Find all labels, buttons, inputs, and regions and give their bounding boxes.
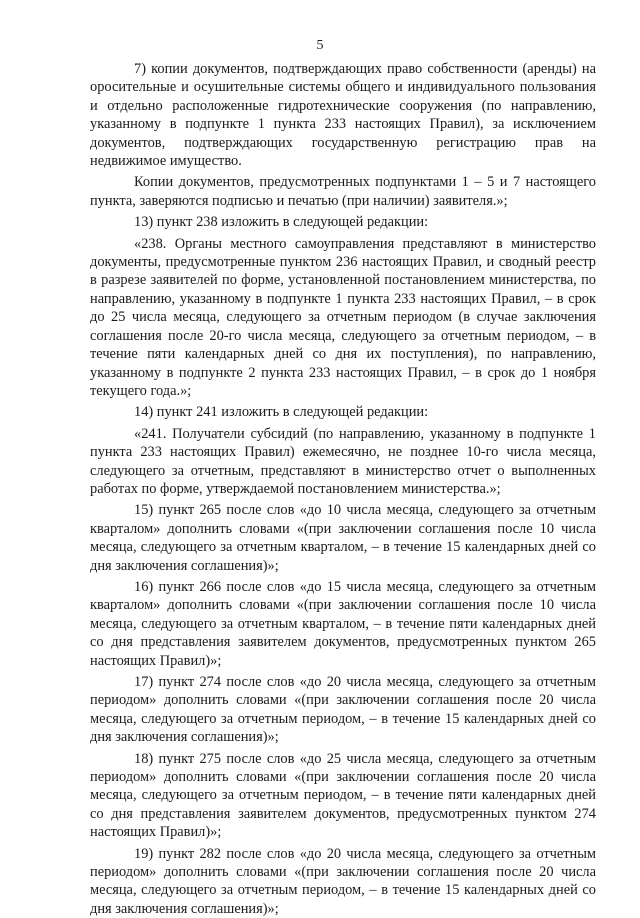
paragraph-copies-note: Копии документов, предусмотренных подпунктами 1 – 5 и 7 настоящего пункта, заверяются подписью и печатью (при наличии) заявителя.»; [90,174,596,209]
page-number: 5 [316,38,324,53]
paragraph-item-18: 18) пункт 275 после слов «до 25 числа месяца, следующего за отчетным периодом» дополнить словами «(при заключении соглашения после 20 числа месяца, следующего за отчетным периодом, – в течение пяти календарных дней со дня представления заявителем документов, предусмотренных пунктом 274 настоящих Правил)»; [90,750,596,841]
paragraph-item-15: 15) пункт 265 после слов «до 10 числа месяца, следующего за отчетным кварталом» дополнить словами «(при заключении соглашения после 10 числа месяца, следующего за отчетным кварталом, – в течение 15 календарных дней со дня заключения соглашения)»; [90,502,596,574]
paragraph-item-17: 17) пункт 274 после слов «до 20 числа месяца, следующего за отчетным периодом» дополнить словами «(при заключении соглашения после 20 числа месяца, следующего за отчетным периодом, – в течение 15 календарных дней со дня заключения соглашения)»; [90,674,596,746]
paragraph-item-16: 16) пункт 266 после слов «до 15 числа месяца, следующего за отчетным кварталом» дополнить словами «(при заключении соглашения после 10 числа месяца, следующего за отчетным кварталом, – в течение пяти календарных дней со дня представления заявителем документов, предусмотренных пунктом 265 настоящих Правил)»; [90,578,596,669]
paragraph-item-7: 7) копии документов, подтверждающих право собственности (аренды) на оросительные и осушительные системы общего и индивидуального пользования и отдельно расположенные гидротехнические сооружения (по направлению, указанному в подпункте 1 пункта 233 настоящих Правил), за исключением документов, подтверждающих государственную регистрацию прав на недвижимое имущество. [90,61,596,170]
paragraph-item-19: 19) пункт 282 после слов «до 20 числа месяца, следующего за отчетным периодом» дополнить словами «(при заключении соглашения после 20 числа месяца, следующего за отчетным периодом, – в течение 15 календарных дней со дня заключения соглашения)»; [90,845,596,917]
document-body [90,60,596,918]
paragraph-point-241: «241. Получатели субсидий (по направлению, указанному в подпункте 1 пункта 233 настоящих Правил) ежемесячно, не позднее 10-го числа месяца, следующего за отчетным, представляют в министерство отчет о выполненных работах по форме, утверждаемой постановлением министерства.»; [90,425,596,497]
paragraph-item-14: 14) пункт 241 изложить в следующей редакции: [134,404,429,421]
paragraph-point-238: «238. Органы местного самоуправления представляют в министерство документы, предусмотренные пунктом 236 настоящих Правил, и сводный реестр в разрезе заявителей по форме, установленной постановлением министерства, по направлению, указанному в подпункте 1 пункта 233 настоящих Правил, – в срок до 25 числа месяца, следующего за отчетным периодом (в случае заключения соглашения после 20-го числа месяца, следующего за отчетным периодом, – в течение пяти календарных дней со дня их поступления), по направлению, указанному в подпункте 2 пункта 233 настоящих Правил, – в срок до 1 ноября текущего года.»; [90,235,596,399]
paragraph-item-13: 13) пункт 238 изложить в следующей редакции: [134,214,429,231]
